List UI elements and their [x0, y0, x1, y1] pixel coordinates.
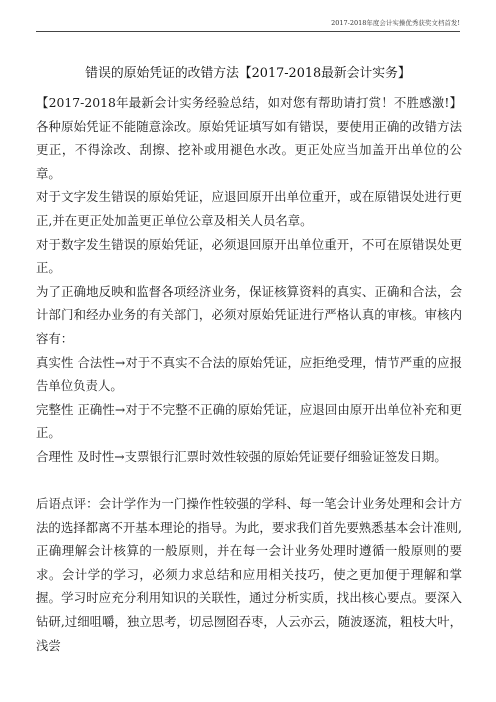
paragraph-completeness: 完整性 正确性→对于不完整不正确的原始凭证，应退回由原开出单位补充和更正。 [36, 401, 462, 441]
paragraph-number-error: 对于数字发生错误的原始凭证，必须退回原开出单位重开，不可在原错误处更正。 [36, 236, 462, 276]
paragraph-intro: 【2017-2018年最新会计实务经验总结，如对您有帮助请打赏！不胜感激!】各种原始凭证不能随意涂改。原始凭证填写如有错误，要使用正确的改错方法更正，不得涂改、刮擦、挖补或用褪色水改。更正处应当加盖开出单位的公章。 [36, 95, 462, 181]
paragraph-spacer [36, 469, 462, 493]
paragraph-authenticity: 真实性 合法性→对于不真实不合法的原始凭证，应拒绝受理，情节严重的应报告单位负责人。 [36, 354, 462, 394]
paragraph-text-error: 对于文字发生错误的原始凭证，应退回原开出单位重开，或在原错误处进行更正,并在更正处加盖更正单位公章及相关人员名章。 [36, 189, 462, 228]
running-header: 2017-2018年度会计实操优秀获奖文档首发! [331, 19, 460, 27]
document-body [36, 91, 462, 657]
document-title: 错误的原始凭证的改错方法【2017-2018最新会计实务】 [85, 66, 411, 81]
paragraph-commentary: 后语点评：会计学作为一门操作性较强的学科、每一笔会计业务处理和会计方法的选择都离不开基本理论的指导。为此，要求我们首先要熟悉基本会计准则,正确理解会计核算的一般原则，并在每一会计业务处理时遵循一般原则的要求。会计学的学习，必须力求总结和应用相关技巧，使之更加便于理解和掌握。学习时应充分利用知识的关联性，通过分析实质，找出核心要点。要深入钻研,过细咀嚼，独立思考，切忌囫囵吞枣，人云亦云，随波逐流，粗枝大叶，浅尝 [36, 496, 462, 653]
header-divider [36, 31, 460, 32]
paragraph-audit: 为了正确地反映和监督各项经济业务，保证核算资料的真实、正确和合法，会计部门和经办业务的有关部门，必须对原始凭证进行严格认真的审核。审核内容有： [36, 283, 462, 346]
paragraph-rationality: 合理性 及时性→支票银行汇票时效性较强的原始凭证要仔细验证签发日期。 [36, 448, 447, 464]
